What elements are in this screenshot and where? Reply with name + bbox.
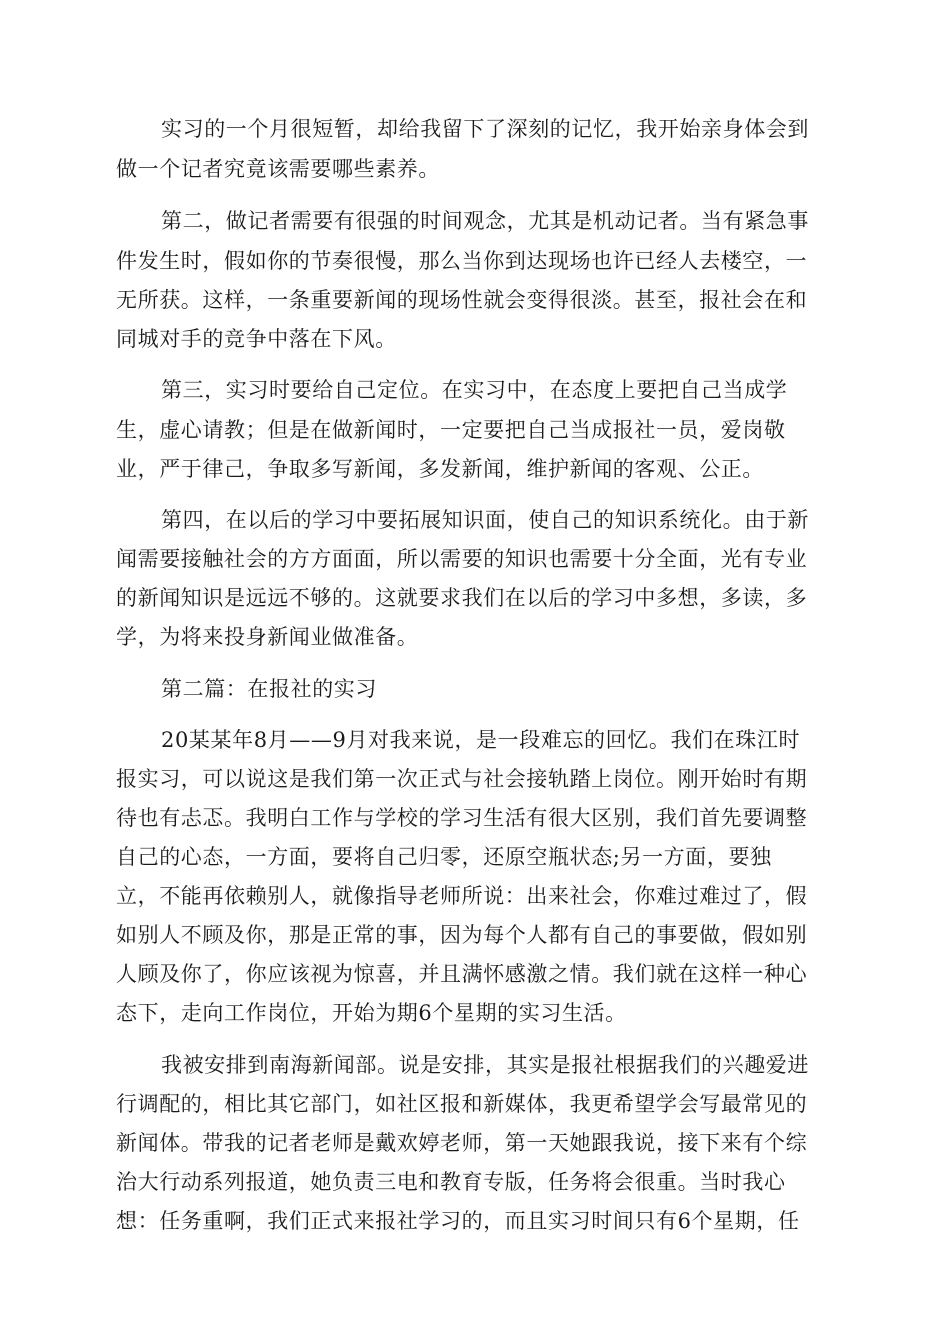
paragraph-6-line-2: 报实习，可以说这是我们第一次正式与社会接轨踏上岗位。刚开始时有期: [116, 767, 808, 791]
paragraph-4-line-3: 的新闻知识是远远不够的。这就要求我们在以后的学习中多想，多读，多: [116, 586, 808, 610]
paragraph-4-line-4: 学，为将来投身新闻业做准备。: [116, 625, 419, 649]
paragraph-2-line-1: 第二，做记者需要有很强的时间观念，尤其是机动记者。当有紧急事: [161, 209, 809, 233]
paragraph-7-line-5: 想：任务重啊，我们正式来报社学习的，而且实习时间只有6个星期，任: [116, 1209, 800, 1233]
paragraph-1-line-1: 实习的一个月很短暂，却给我留下了深刻的记忆，我开始亲身体会到: [161, 117, 809, 141]
paragraph-6-line-4: 自己的心态，一方面，要将自己归零，还原空瓶状态;另一方面，要独: [116, 845, 772, 869]
paragraph-3-line-3: 业，严于律己，争取多写新闻，多发新闻，维护新闻的客观、公正。: [116, 457, 764, 481]
paragraph-2-line-4: 同城对手的竞争中落在下风。: [116, 327, 397, 351]
paragraph-6-line-7: 人顾及你了，你应该视为惊喜，并且满怀感激之情。我们就在这样一种心: [116, 962, 808, 986]
paragraph-6-line-3: 待也有忐忑。我明白工作与学校的学习生活有很大区别，我们首先要调整: [116, 806, 808, 830]
paragraph-1-line-2: 做一个记者究竟该需要哪些素养。: [116, 157, 440, 181]
paragraph-6-line-8: 态下，走向工作岗位，开始为期6个星期的实习生活。: [116, 1001, 627, 1025]
paragraph-6-line-6: 如别人不顾及你，那是正常的事，因为每个人都有自己的事要做，假如别: [116, 923, 808, 947]
paragraph-7-line-1: 我被安排到南海新闻部。说是安排，其实是报社根据我们的兴趣爱进: [161, 1053, 809, 1077]
paragraph-7-line-4: 治大行动系列报道，她负责三电和教育专版，任务将会很重。当时我心: [116, 1170, 786, 1194]
paragraph-6-line-1: 20某某年8月——9月对我来说，是一段难忘的回忆。我们在珠江时: [161, 728, 801, 752]
paragraph-3-line-1: 第三，实习时要给自己定位。在实习中，在态度上要把自己当成学: [161, 378, 788, 402]
paragraph-7-line-3: 新闻体。带我的记者老师是戴欢婷老师，第一天她跟我说，接下来有个综: [116, 1131, 808, 1155]
section-heading: 第二篇：在报社的实习: [161, 677, 377, 701]
paragraph-4-line-2: 闻需要接触社会的方方面面，所以需要的知识也需要十分全面，光有专业: [116, 547, 808, 571]
paragraph-3-line-2: 生，虚心请教；但是在做新闻时，一定要把自己当成报社一员，爱岗敬: [116, 418, 786, 442]
paragraph-4-line-1: 第四，在以后的学习中要拓展知识面，使自己的知识系统化。由于新: [161, 508, 809, 532]
paragraph-7-line-2: 行调配的，相比其它部门，如社区报和新媒体，我更希望学会写最常见的: [116, 1092, 808, 1116]
paragraph-2-line-2: 件发生时，假如你的节奏很慢，那么当你到达现场也许已经人去楼空，一: [116, 249, 808, 273]
paragraph-2-line-3: 无所获。这样，一条重要新闻的现场性就会变得很淡。甚至，报社会在和: [116, 288, 808, 312]
paragraph-6-line-5: 立，不能再依赖别人，就像指导老师所说：出来社会，你难过难过了，假: [116, 884, 808, 908]
